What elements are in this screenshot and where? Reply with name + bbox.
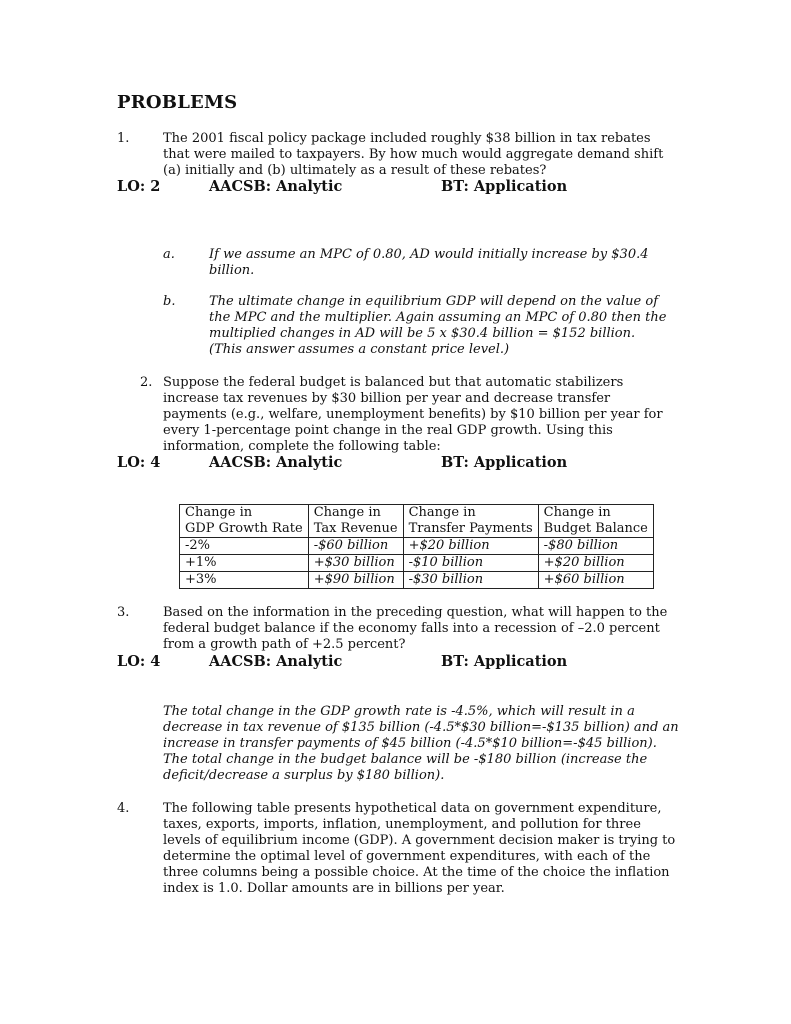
bt-tag: BT: Application — [441, 454, 568, 471]
header-budget-balance: Change in Budget Balance — [538, 505, 653, 538]
table-cell: -2% — [180, 538, 309, 555]
problem-2-number: 2. — [140, 375, 153, 390]
table-header-row — [180, 505, 654, 538]
problem-2-tags — [117, 454, 677, 474]
bt-tag: BT: Application — [441, 178, 568, 195]
answer-a-text: If we assume an MPC of 0.80, AD would initially increase by $30.4 billion. — [209, 247, 649, 278]
table-cell: -$60 billion — [308, 538, 403, 555]
problem-4-text: The following table presents hypothetical data on government expenditure, taxes, exports, imports, inflation, unemployment, and pollution for three levels of equilibrium income (GDP). A government decision maker is trying to determine the optimal level of government expenditures, with each of the three columns being a possible choice. At the time of the choice the inflation index is 1.0. Dollar amounts are in billions per year. — [163, 801, 676, 896]
problem-3-tags — [117, 653, 677, 673]
problem-3-answer: The total change in the GDP growth rate is -4.5%, which will result in a decrease in tax revenue of $135 billion (-4.5*$30 billion=-$135 billion) and an increase in transfer payments of $45 billion (-4.5*$10 billion=-$45 billion). The total change in the budget balance will be -$180 billion (increase the deficit/decrease a surplus by $180 billion). — [163, 704, 679, 783]
table-cell: -$30 billion — [403, 572, 538, 589]
problem-3-number: 3. — [117, 605, 130, 620]
table-cell: +3% — [180, 572, 309, 589]
problem-4-number: 4. — [117, 801, 130, 816]
table-row — [180, 555, 654, 572]
table-cell: +$90 billion — [308, 572, 403, 589]
problem-2-text: Suppose the federal budget is balanced but that automatic stabilizers increase tax revenues by $30 billion per year and decrease transfer payments (e.g., welfare, unemployment benefits) by $10 billion per year for every 1-percentage point change in the real GDP growth. Using this information, complete the following table: — [163, 375, 663, 454]
header-tax-revenue: Change in Tax Revenue — [308, 505, 403, 538]
table-cell: +1% — [180, 555, 309, 572]
lo-tag: LO: 4 — [117, 653, 161, 670]
problem-1-tags — [117, 178, 677, 198]
header-transfer-payments: Change in Transfer Payments — [403, 505, 538, 538]
aacsb-tag: AACSB: Analytic — [209, 653, 343, 670]
table-row — [180, 538, 654, 555]
table-cell: +$20 billion — [538, 555, 653, 572]
aacsb-tag: AACSB: Analytic — [209, 454, 343, 471]
header-gdp-growth: Change in GDP Growth Rate — [180, 505, 309, 538]
table-cell: +$30 billion — [308, 555, 403, 572]
page-heading: PROBLEMS — [117, 92, 238, 113]
answer-b-text: The ultimate change in equilibrium GDP will depend on the value of the MPC and the multiplier. Again assuming an MPC of 0.80 then the multiplied changes in AD will be 5 x $30.4 billion = $152 billion. (This answer assumes a constant price level.) — [209, 294, 667, 357]
aacsb-tag: AACSB: Analytic — [209, 178, 343, 195]
problem-1-number: 1. — [117, 131, 130, 146]
bt-tag: BT: Application — [441, 653, 568, 670]
problem-1-text: The 2001 fiscal policy package included roughly $38 billion in tax rebates that were mailed to taxpayers. By how much would aggregate demand shift (a) initially and (b) ultimately as a result of these rebates? — [163, 131, 664, 178]
lo-tag: LO: 2 — [117, 178, 161, 195]
answer-a-label: a. — [163, 247, 175, 262]
problem-3-text: Based on the information in the preceding question, what will happen to the federal budget balance if the economy falls into a recession of –2.0 percent from a growth path of +2.5 percent? — [163, 605, 668, 652]
budget-table — [179, 504, 654, 589]
answer-b-label: b. — [163, 294, 176, 309]
table-cell: -$80 billion — [538, 538, 653, 555]
table-row — [180, 572, 654, 589]
lo-tag: LO: 4 — [117, 454, 161, 471]
table-cell: +$60 billion — [538, 572, 653, 589]
table-cell: +$20 billion — [403, 538, 538, 555]
table-cell: -$10 billion — [403, 555, 538, 572]
